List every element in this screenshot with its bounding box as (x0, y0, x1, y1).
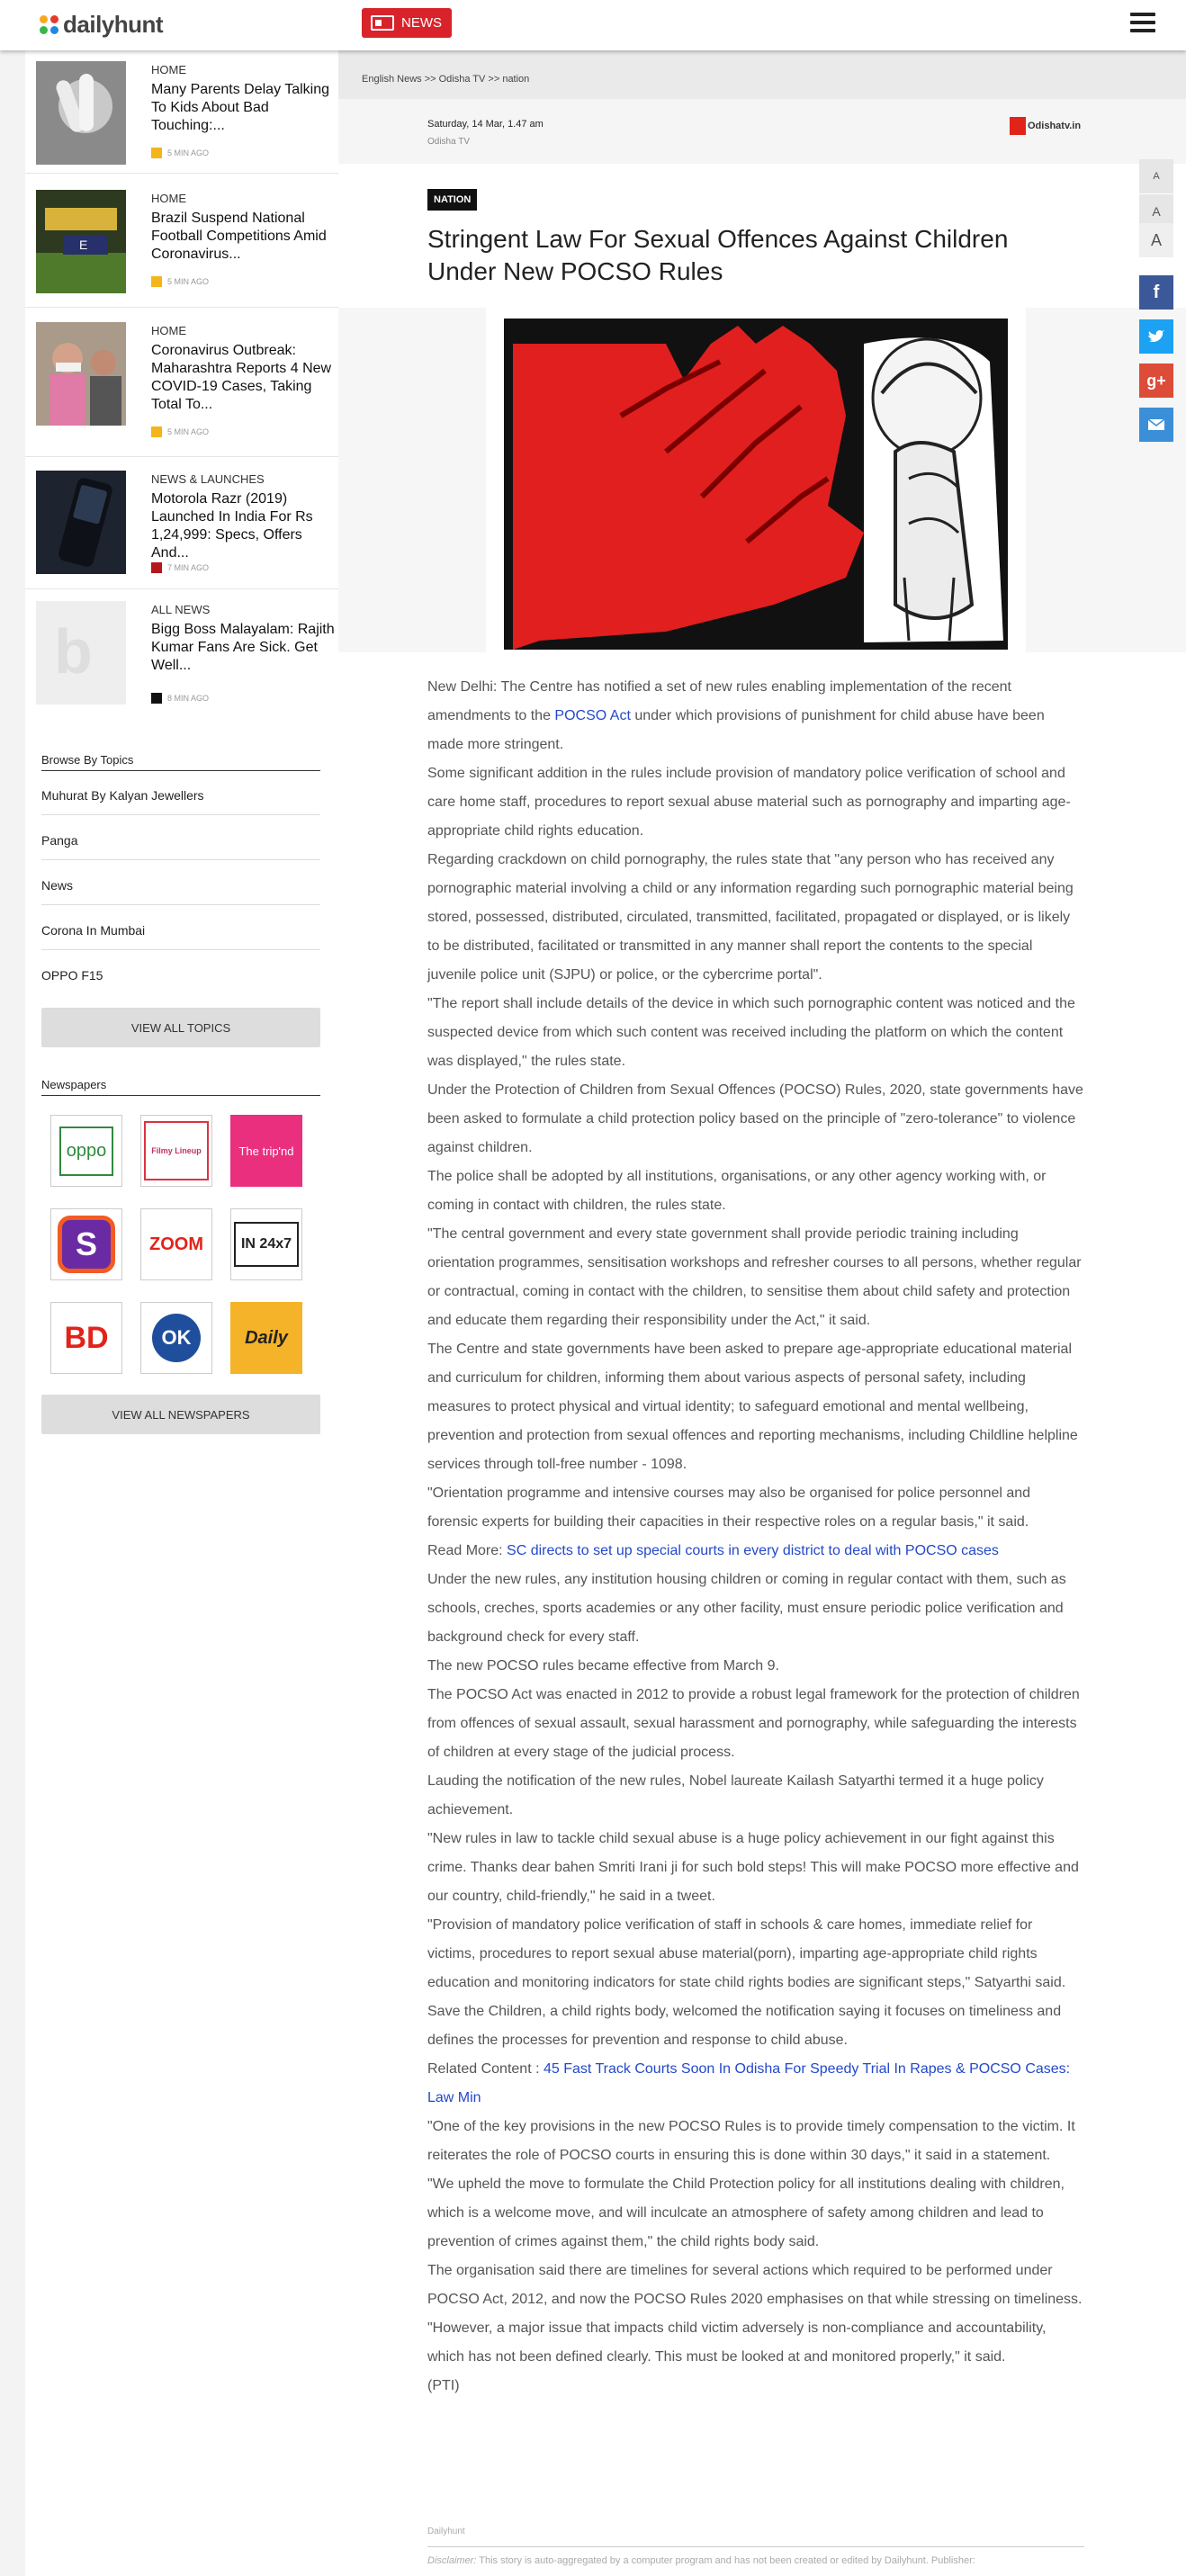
read-more-link[interactable]: SC directs to set up special courts in every district to deal with POCSO cases (507, 1543, 999, 1558)
news-category: ALL NEWS (151, 603, 211, 616)
sidebar-news-item[interactable] (36, 50, 333, 167)
sidebar-news-item[interactable] (36, 460, 333, 577)
news-button[interactable] (362, 8, 452, 38)
newspaper-logo[interactable]: OK (140, 1302, 212, 1374)
google-plus-icon[interactable]: g+ (1139, 364, 1173, 398)
source-name[interactable]: Odisha TV (427, 137, 471, 147)
newspaper-logo[interactable]: oppo (50, 1115, 122, 1187)
article-paragraph: "Orientation programme and intensive courses may also be organised for police personnel and forensic experts for building their capacities in their respective roles on a regular basis," it said. (427, 1485, 1031, 1530)
news-title[interactable]: Brazil Suspend National Football Competitions Amid Coronavirus... (151, 211, 327, 262)
news-title[interactable]: Many Parents Delay Talking To Kids About Bad Touching:... (151, 82, 330, 133)
source-label: Dailyhunt (427, 2527, 465, 2536)
svg-text:b: b (54, 616, 93, 687)
view-all-newspapers-button[interactable]: VIEW ALL NEWSPAPERS (41, 1395, 320, 1434)
publisher-logo[interactable]: Odishatv.in (1010, 117, 1081, 135)
article-paragraph: "The report shall include details of the device in which such pornographic content was noticed and the suspected device from which such content was received including the platform on which the content was displayed," the rules state. (427, 996, 1075, 1069)
news-label: NEWS (401, 15, 442, 31)
article-paragraph: Related Content : 45 Fast Track Courts Soon In Odisha For Speedy Trial In Rapes & POCSO Cases: Law Min (427, 2061, 1071, 2105)
view-all-topics-button[interactable]: VIEW ALL TOPICS (41, 1008, 320, 1047)
article-paragraph: "However, a major issue that impacts child victim adversely is non-compliance and accountability, which has not been defined clearly. This must be looked at and monitored properly," it said. (427, 2320, 1047, 2365)
newspaper-logo[interactable]: The trip'nd (230, 1115, 302, 1187)
font-size-small-button[interactable]: A (1139, 159, 1173, 193)
topic-link[interactable]: News (41, 878, 74, 893)
disclaimer: Disclaimer: This story is auto-aggregated by a computer program and has not been created or edited by Dailyhunt. Publisher: (427, 2555, 975, 2566)
article-paragraph: The police shall be adopted by all institutions, organisations, or any other agency working with, or coming in contact with children, the rules state. (427, 1169, 1047, 1213)
news-thumbnail (36, 322, 126, 426)
article-paragraph: Regarding crackdown on child pornography, the rules state that "any person who has received any pornographic material involving a child or any information regarding such pornographic material being stored, possessed, distributed, circulated, transmitted, facilitated, propagated or displayed, or is likely to be distributed, facilitated or transmitted in any manner shall report the contents to the special juvenile police unit (SJPU) or police, or the cybercrime portal". (427, 852, 1074, 983)
article-paragraph: (PTI) (427, 2378, 460, 2393)
related-content-link[interactable]: 45 Fast Track Courts Soon In Odisha For Speedy Trial In Rapes & POCSO Cases: Law Min (427, 2061, 1071, 2105)
publish-date: Saturday, 14 Mar, 1.47 am (427, 119, 544, 130)
sidebar-news-item[interactable] (36, 311, 333, 436)
news-meta: 7 MIN AGO (151, 562, 209, 573)
article-paragraph: Some significant addition in the rules include provision of mandatory police verification of school and care home staff, procedures to report sexual abuse material such as pornography and imparting age-appropriate child rights education. (427, 766, 1071, 839)
news-thumbnail (36, 601, 126, 705)
email-icon[interactable] (1139, 408, 1173, 442)
article-paragraph: New Delhi: The Centre has notified a set of new rules enabling implementation of the recent amendments to the POCSO Act under which provisions of punishment for child abuse have been made more stringent. (427, 679, 1045, 752)
news-meta: 5 MIN AGO (151, 426, 209, 437)
dailyhunt-logo[interactable] (40, 11, 163, 39)
topic-link[interactable]: Muhurat By Kalyan Jewellers (41, 788, 204, 803)
article-paragraph: "One of the key provisions in the new POCSO Rules is to provide timely compensation to the victim. It reiterates the role of POCSO courts in ensuring this is done within 30 days," it said in a statement. (427, 2119, 1075, 2163)
news-thumbnail (36, 471, 126, 574)
newspaper-icon (371, 15, 394, 31)
article-meta-bar (338, 99, 1186, 164)
svg-text:E: E (79, 238, 88, 252)
newspaper-logo[interactable]: S (50, 1208, 122, 1280)
news-category: HOME (151, 63, 186, 76)
article-paragraph: Save the Children, a child rights body, welcomed the notification saying it focuses on timeliness and defines the processes for prevention and response to child abuse. (427, 2004, 1062, 2048)
twitter-icon[interactable] (1139, 319, 1173, 354)
article-hero-image (486, 308, 1026, 652)
breadcrumb[interactable]: English News >> Odisha TV >> nation (338, 50, 1186, 99)
news-meta: 8 MIN AGO (151, 693, 209, 704)
browse-topics-heading: Browse By Topics (41, 753, 134, 767)
article-paragraph: The POCSO Act was enacted in 2012 to provide a robust legal framework for the protection of children from offences of sexual assault, sexual harassment and pornography, while safeguarding the interests of children at every stage of the judicial process. (427, 1687, 1080, 1760)
news-title[interactable]: Motorola Razr (2019) Launched In India For Rs 1,24,999: Specs, Offers And... (151, 491, 313, 561)
hamburger-menu-icon[interactable] (1130, 13, 1155, 34)
news-meta: 5 MIN AGO (151, 148, 209, 158)
article-title: Stringent Law For Sexual Offences Against Children Under New POCSO Rules (427, 225, 1009, 285)
sidebar-news-item[interactable] (36, 590, 333, 707)
article-paragraph: "Provision of mandatory police verification of staff in schools & care homes, immediate relief for victims, procedures to report sexual abuse material(porn), imparting age-appropriate child rights education and monitoring indicators for state child rights bodies are significant steps," Satyarthi said. (427, 1917, 1066, 1990)
newspaper-logo[interactable]: ZOOM (140, 1208, 212, 1280)
category-tag[interactable]: NATION (427, 189, 477, 211)
article-body (427, 673, 1084, 2401)
top-header (0, 0, 1186, 50)
article-paragraph: Read More: SC directs to set up special courts in every district to deal with POCSO cases (427, 1543, 999, 1558)
logo-icon (40, 15, 59, 35)
font-size-medium-button[interactable]: A (1139, 194, 1173, 229)
font-size-large-button[interactable]: A (1139, 223, 1173, 257)
pocso-act-link[interactable]: POCSO Act (554, 708, 631, 723)
article-paragraph: "The central government and every state government shall provide periodic training including orientation programmes, sensitisation workshops and refresher courses to all persons, whether regular or contractual, coming in contact with the children, to sensitise them about child safety and protection and educate them regarding their responsibility under the Act," it said. (427, 1226, 1082, 1328)
article-paragraph: The Centre and state governments have been asked to prepare age-appropriate educational material and curriculum for children, informing them about various aspects of personal safety, including measures to protect physical and virtual identity; to safeguard emotional and mental wellbeing, prevention and protection from sexual offences and reporting mechanisms, including Childline helpline services through toll-free number - 1098. (427, 1342, 1078, 1472)
article-paragraph: "New rules in law to tackle child sexual abuse is a huge policy achievement in our fight against this crime. Thanks dear bahen Smriti Irani ji for such bold steps! This will make POCSO more effective and our country, child-friendly," he said in a tweet. (427, 1831, 1079, 1904)
newspaper-logo[interactable]: BD (50, 1302, 122, 1374)
news-category: NEWS & LAUNCHES (151, 472, 265, 486)
news-meta: 5 MIN AGO (151, 276, 209, 287)
newspapers-heading: Newspapers (41, 1078, 107, 1091)
logo-text: dailyhunt (63, 11, 164, 38)
newspaper-logo[interactable]: IN 24x7 (230, 1208, 302, 1280)
topic-link[interactable]: Corona In Mumbai (41, 923, 146, 938)
news-title[interactable]: Bigg Boss Malayalam: Rajith Kumar Fans Are Sick. Get Well... (151, 622, 335, 673)
topic-link[interactable]: OPPO F15 (41, 968, 103, 983)
news-thumbnail (36, 61, 126, 165)
news-thumbnail (36, 190, 126, 293)
article-paragraph: Under the Protection of Children from Sexual Offences (POCSO) Rules, 2020, state governments have been asked to formulate a child protection policy based on the principle of "zero-tolerance" to violence against children. (427, 1082, 1083, 1155)
facebook-icon[interactable]: f (1139, 275, 1173, 310)
article-paragraph: Lauding the notification of the new rules, Nobel laureate Kailash Satyarthi termed it a huge policy achievement. (427, 1773, 1044, 1818)
news-title[interactable]: Coronavirus Outbreak: Maharashtra Reports 4 New COVID-19 Cases, Taking Total To... (151, 343, 332, 412)
article-paragraph: Under the new rules, any institution housing children or coming in regular contact with them, such as schools, creches, sports academies or any other facility, must ensure periodic police verification and background check for every staff. (427, 1572, 1066, 1645)
article-paragraph: The new POCSO rules became effective from March 9. (427, 1658, 779, 1674)
newspaper-logo[interactable]: Daily (230, 1302, 302, 1374)
article-paragraph: "We upheld the move to formulate the Child Protection policy for all institutions dealing with children, which is a welcome move, and will inculcate an atmosphere of safety among children and lead to prevention of crimes against them," the child rights body said. (427, 2177, 1065, 2249)
topic-link[interactable]: Panga (41, 833, 78, 848)
news-category: HOME (151, 324, 186, 337)
sidebar-news-item[interactable] (36, 179, 333, 296)
article-paragraph: The organisation said there are timelines for several actions which required to be performed under POCSO Act, 2012, and now the POCSO Rules 2020 emphasises on that while stressing on timeliness. (427, 2263, 1083, 2307)
sidebar (25, 50, 338, 2576)
newspaper-logo[interactable]: Filmy Lineup (140, 1115, 212, 1187)
news-category: HOME (151, 192, 186, 205)
